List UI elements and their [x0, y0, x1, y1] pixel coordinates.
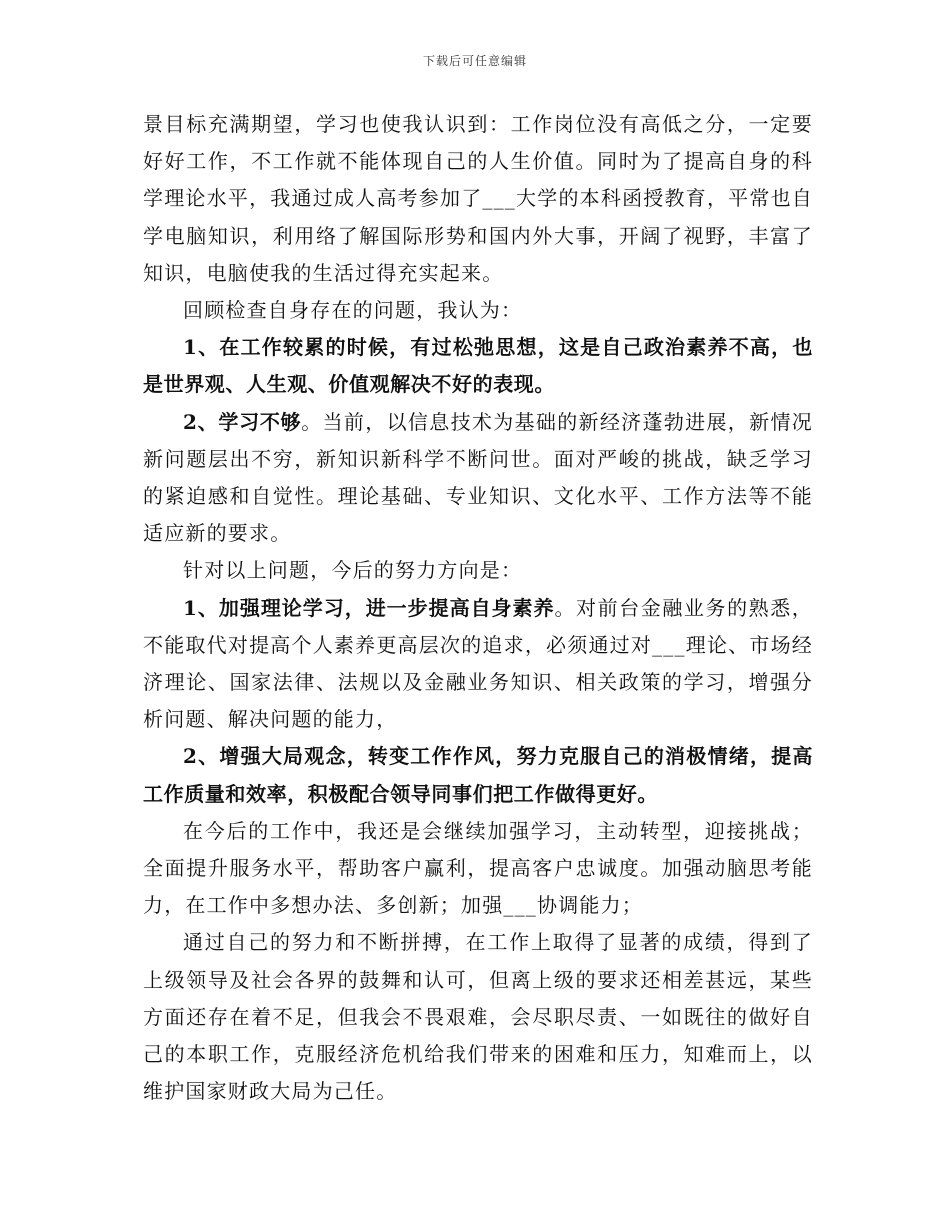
paragraph-conclusion: 通过自己的努力和不断拼搏，在工作上取得了显著的成绩，得到了上级领导及社会各界的鼓舞和认可，但离上级的要求还相差甚远，某些方面还存在着不足，但我会不畏艰难，会尽职尽责、一如既往的做好自己的本职工作，克服经济危机给我们带来的困难和压力，知难而上，以维护国家财政大局为己任。: [143, 930, 813, 1104]
paragraph-problem-1: 1、在工作较累的时候，有过松弛思想，这是自己政治素养不高，也是世界观、人生观、价值观解决不好的表现。: [143, 335, 813, 397]
document-body: [143, 106, 813, 1110]
paragraph-direction-2: 2、增强大局观念，转变工作作风，努力克服自己的消极情绪，提高工作质量和效率，积极配合领导同事们把工作做得更好。: [143, 744, 813, 806]
paragraph-direction-intro: 针对以上问题，今后的努力方向是：: [183, 558, 523, 583]
paragraph-continuation: 景目标充满期望，学习也使我认识到：工作岗位没有高低之分，一定要好好工作，不工作就不能体现自己的人生价值。同时为了提高自身的科学理论水平，我通过成人高考参加了___大学的本科函授教育，平常也自学电脑知识，利用络了解国际形势和国内外大事，开阔了视野，丰富了知识，电脑使我的生活过得充实起来。: [143, 112, 813, 285]
paragraph-future-work: 在今后的工作中，我还是会继续加强学习，主动转型，迎接挑战；全面提升服务水平，帮助客户赢利，提高客户忠诚度。加强动脑思考能力，在工作中多想办法、多创新；加强___协调能力；: [143, 818, 813, 918]
page-header: 下载后可任意编辑: [422, 54, 527, 68]
problem-2-heading: 2、学习不够: [183, 409, 302, 434]
problem-2-text: 。当前，以信息技术为基础的新经济蓬勃进展，新情况新问题层出不穷，新知识新科学不断问世。面对严峻的挑战，缺乏学习的紧迫感和自觉性。理论基础、专业知识、文化水平、工作方法等不能适应新的要求。: [143, 409, 813, 546]
direction-1-text: 。对前台金融业务的熟悉，不能取代对提高个人素养更高层次的追求，必须通过对___理论、市场经济理论、国家法律、法规以及金融业务知识、相关政策的学习，增强分析问题、解决问题的能力，: [143, 595, 813, 732]
paragraph-direction-1: [143, 590, 813, 739]
paragraph-problem-2: [143, 404, 813, 553]
direction-1-heading: 1、加强理论学习，进一步提高自身素养: [183, 595, 555, 620]
paragraph-review-intro: 回顾检查自身存在的问题，我认为：: [183, 298, 523, 323]
